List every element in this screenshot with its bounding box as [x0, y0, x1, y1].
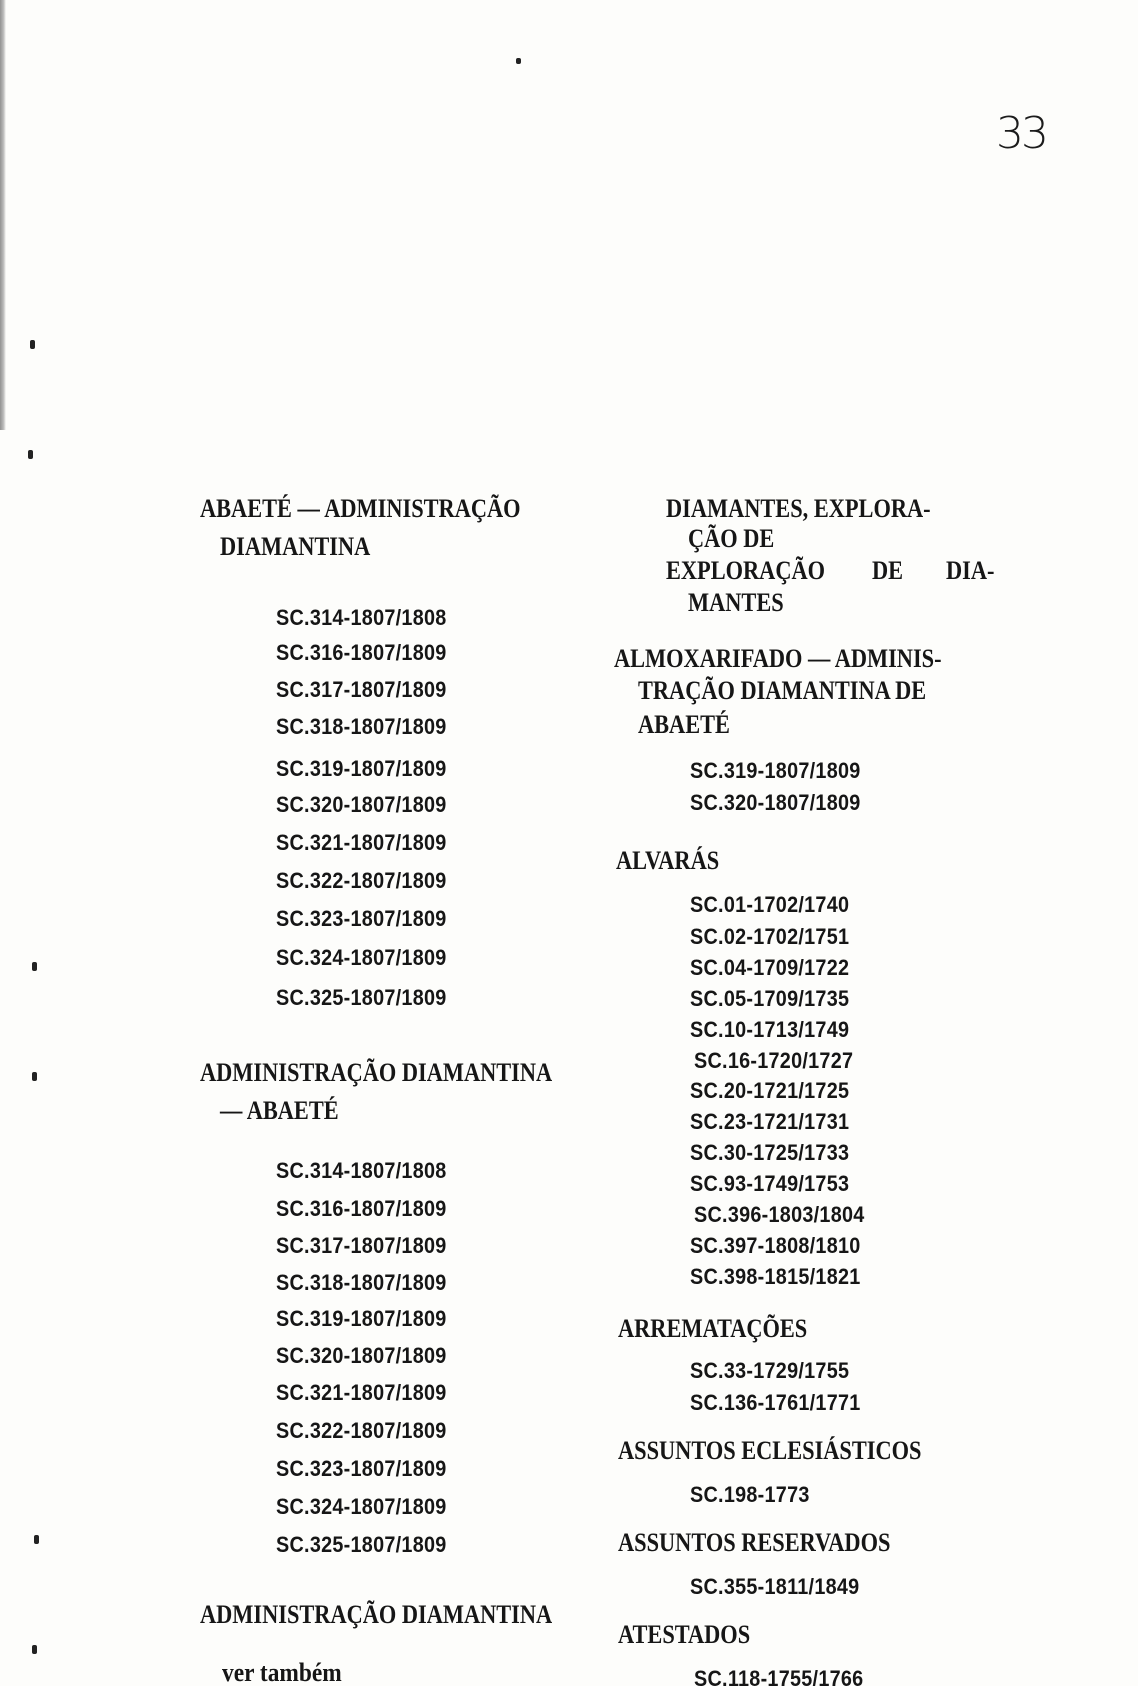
reference-code: SC.316-1807/1809 — [276, 640, 447, 665]
entry-heading: ADMINISTRAÇÃO DIAMANTINA — [200, 1600, 553, 1629]
entry-heading: ASSUNTOS ECLESIÁSTICOS — [618, 1436, 922, 1465]
scan-speck — [30, 340, 35, 349]
reference-code: SC.319-1807/1809 — [690, 758, 861, 783]
reference-code: SC.320-1807/1809 — [276, 792, 447, 817]
reference-code: SC.355-1811/1849 — [690, 1574, 860, 1599]
entry-heading: — ABAETÉ — [220, 1096, 339, 1125]
reference-code: SC.316-1807/1809 — [276, 1196, 447, 1221]
reference-code: SC.321-1807/1809 — [276, 1380, 447, 1405]
reference-code: SC.136-1761/1771 — [690, 1390, 861, 1415]
reference-code: SC.30-1725/1733 — [690, 1140, 850, 1165]
entry-heading: TRAÇÃO DIAMANTINA DE — [638, 676, 927, 705]
reference-code: SC.05-1709/1735 — [690, 986, 850, 1011]
reference-code: SC.314-1807/1808 — [276, 605, 447, 630]
reference-code: SC.323-1807/1809 — [276, 1456, 447, 1481]
scan-speck — [516, 58, 521, 64]
reference-code: SC.325-1807/1809 — [276, 985, 447, 1010]
reference-code: SC.396-1803/1804 — [694, 1202, 865, 1227]
cross-reference: EXPLORAÇÃO — [666, 556, 826, 585]
reference-code: SC.318-1807/1809 — [276, 1270, 447, 1295]
reference-code: SC.324-1807/1809 — [276, 945, 447, 970]
scan-edge-shadow — [0, 0, 6, 430]
entry-heading: ÇÃO DE — [688, 524, 775, 553]
reference-code: SC.319-1807/1809 — [276, 756, 447, 781]
reference-code: SC.319-1807/1809 — [276, 1306, 447, 1331]
reference-code: SC.314-1807/1808 — [276, 1158, 447, 1183]
reference-code: SC.322-1807/1809 — [276, 1418, 447, 1443]
reference-code: SC.93-1749/1753 — [690, 1171, 850, 1196]
scan-speck — [32, 962, 37, 971]
reference-code: SC.23-1721/1731 — [690, 1109, 850, 1134]
see-also-label: ver também — [222, 1658, 342, 1686]
scan-speck — [28, 450, 33, 459]
cross-reference: DE — [872, 556, 904, 585]
cross-reference: MANTES — [688, 588, 784, 617]
entry-heading: ATESTADOS — [618, 1620, 751, 1649]
reference-code: SC.198-1773 — [690, 1482, 810, 1507]
reference-code: SC.324-1807/1809 — [276, 1494, 447, 1519]
entry-heading: ADMINISTRAÇÃO DIAMANTINA — [200, 1058, 553, 1087]
entry-heading: DIAMANTINA — [220, 532, 371, 561]
entry-heading: ALVARÁS — [616, 846, 720, 875]
reference-code: SC.320-1807/1809 — [276, 1343, 447, 1368]
reference-code: SC.398-1815/1821 — [690, 1264, 861, 1289]
cross-reference: DIA- — [946, 556, 995, 585]
reference-code: SC.317-1807/1809 — [276, 1233, 447, 1258]
reference-code: SC.33-1729/1755 — [690, 1358, 850, 1383]
scan-speck — [32, 1645, 37, 1654]
reference-code: SC.318-1807/1809 — [276, 714, 447, 739]
reference-code: SC.317-1807/1809 — [276, 677, 447, 702]
reference-code: SC.118-1755/1766 — [694, 1666, 864, 1686]
reference-code: SC.323-1807/1809 — [276, 906, 447, 931]
reference-code: SC.397-1808/1810 — [690, 1233, 861, 1258]
reference-code: SC.10-1713/1749 — [690, 1017, 850, 1042]
entry-heading: ALMOXARIFADO — ADMINIS- — [614, 644, 942, 673]
reference-code: SC.325-1807/1809 — [276, 1532, 447, 1557]
entry-heading: DIAMANTES, EXPLORA- — [666, 494, 931, 523]
reference-code: SC.16-1720/1727 — [694, 1048, 854, 1073]
reference-code: SC.02-1702/1751 — [690, 924, 850, 949]
reference-code: SC.04-1709/1722 — [690, 955, 850, 980]
entry-heading: ABAETÉ — [638, 710, 730, 739]
entry-heading: ASSUNTOS RESERVADOS — [618, 1528, 891, 1557]
reference-code: SC.322-1807/1809 — [276, 868, 447, 893]
reference-code: SC.01-1702/1740 — [690, 892, 850, 917]
reference-code: SC.20-1721/1725 — [690, 1078, 850, 1103]
entry-heading: ABAETÉ — ADMINISTRAÇÃO — [200, 494, 521, 523]
page-number: 33 — [996, 108, 1046, 159]
reference-code: SC.320-1807/1809 — [690, 790, 861, 815]
scan-speck — [32, 1072, 37, 1081]
reference-code: SC.321-1807/1809 — [276, 830, 447, 855]
scan-speck — [34, 1535, 39, 1544]
entry-heading: ARREMATAÇÕES — [618, 1314, 808, 1343]
